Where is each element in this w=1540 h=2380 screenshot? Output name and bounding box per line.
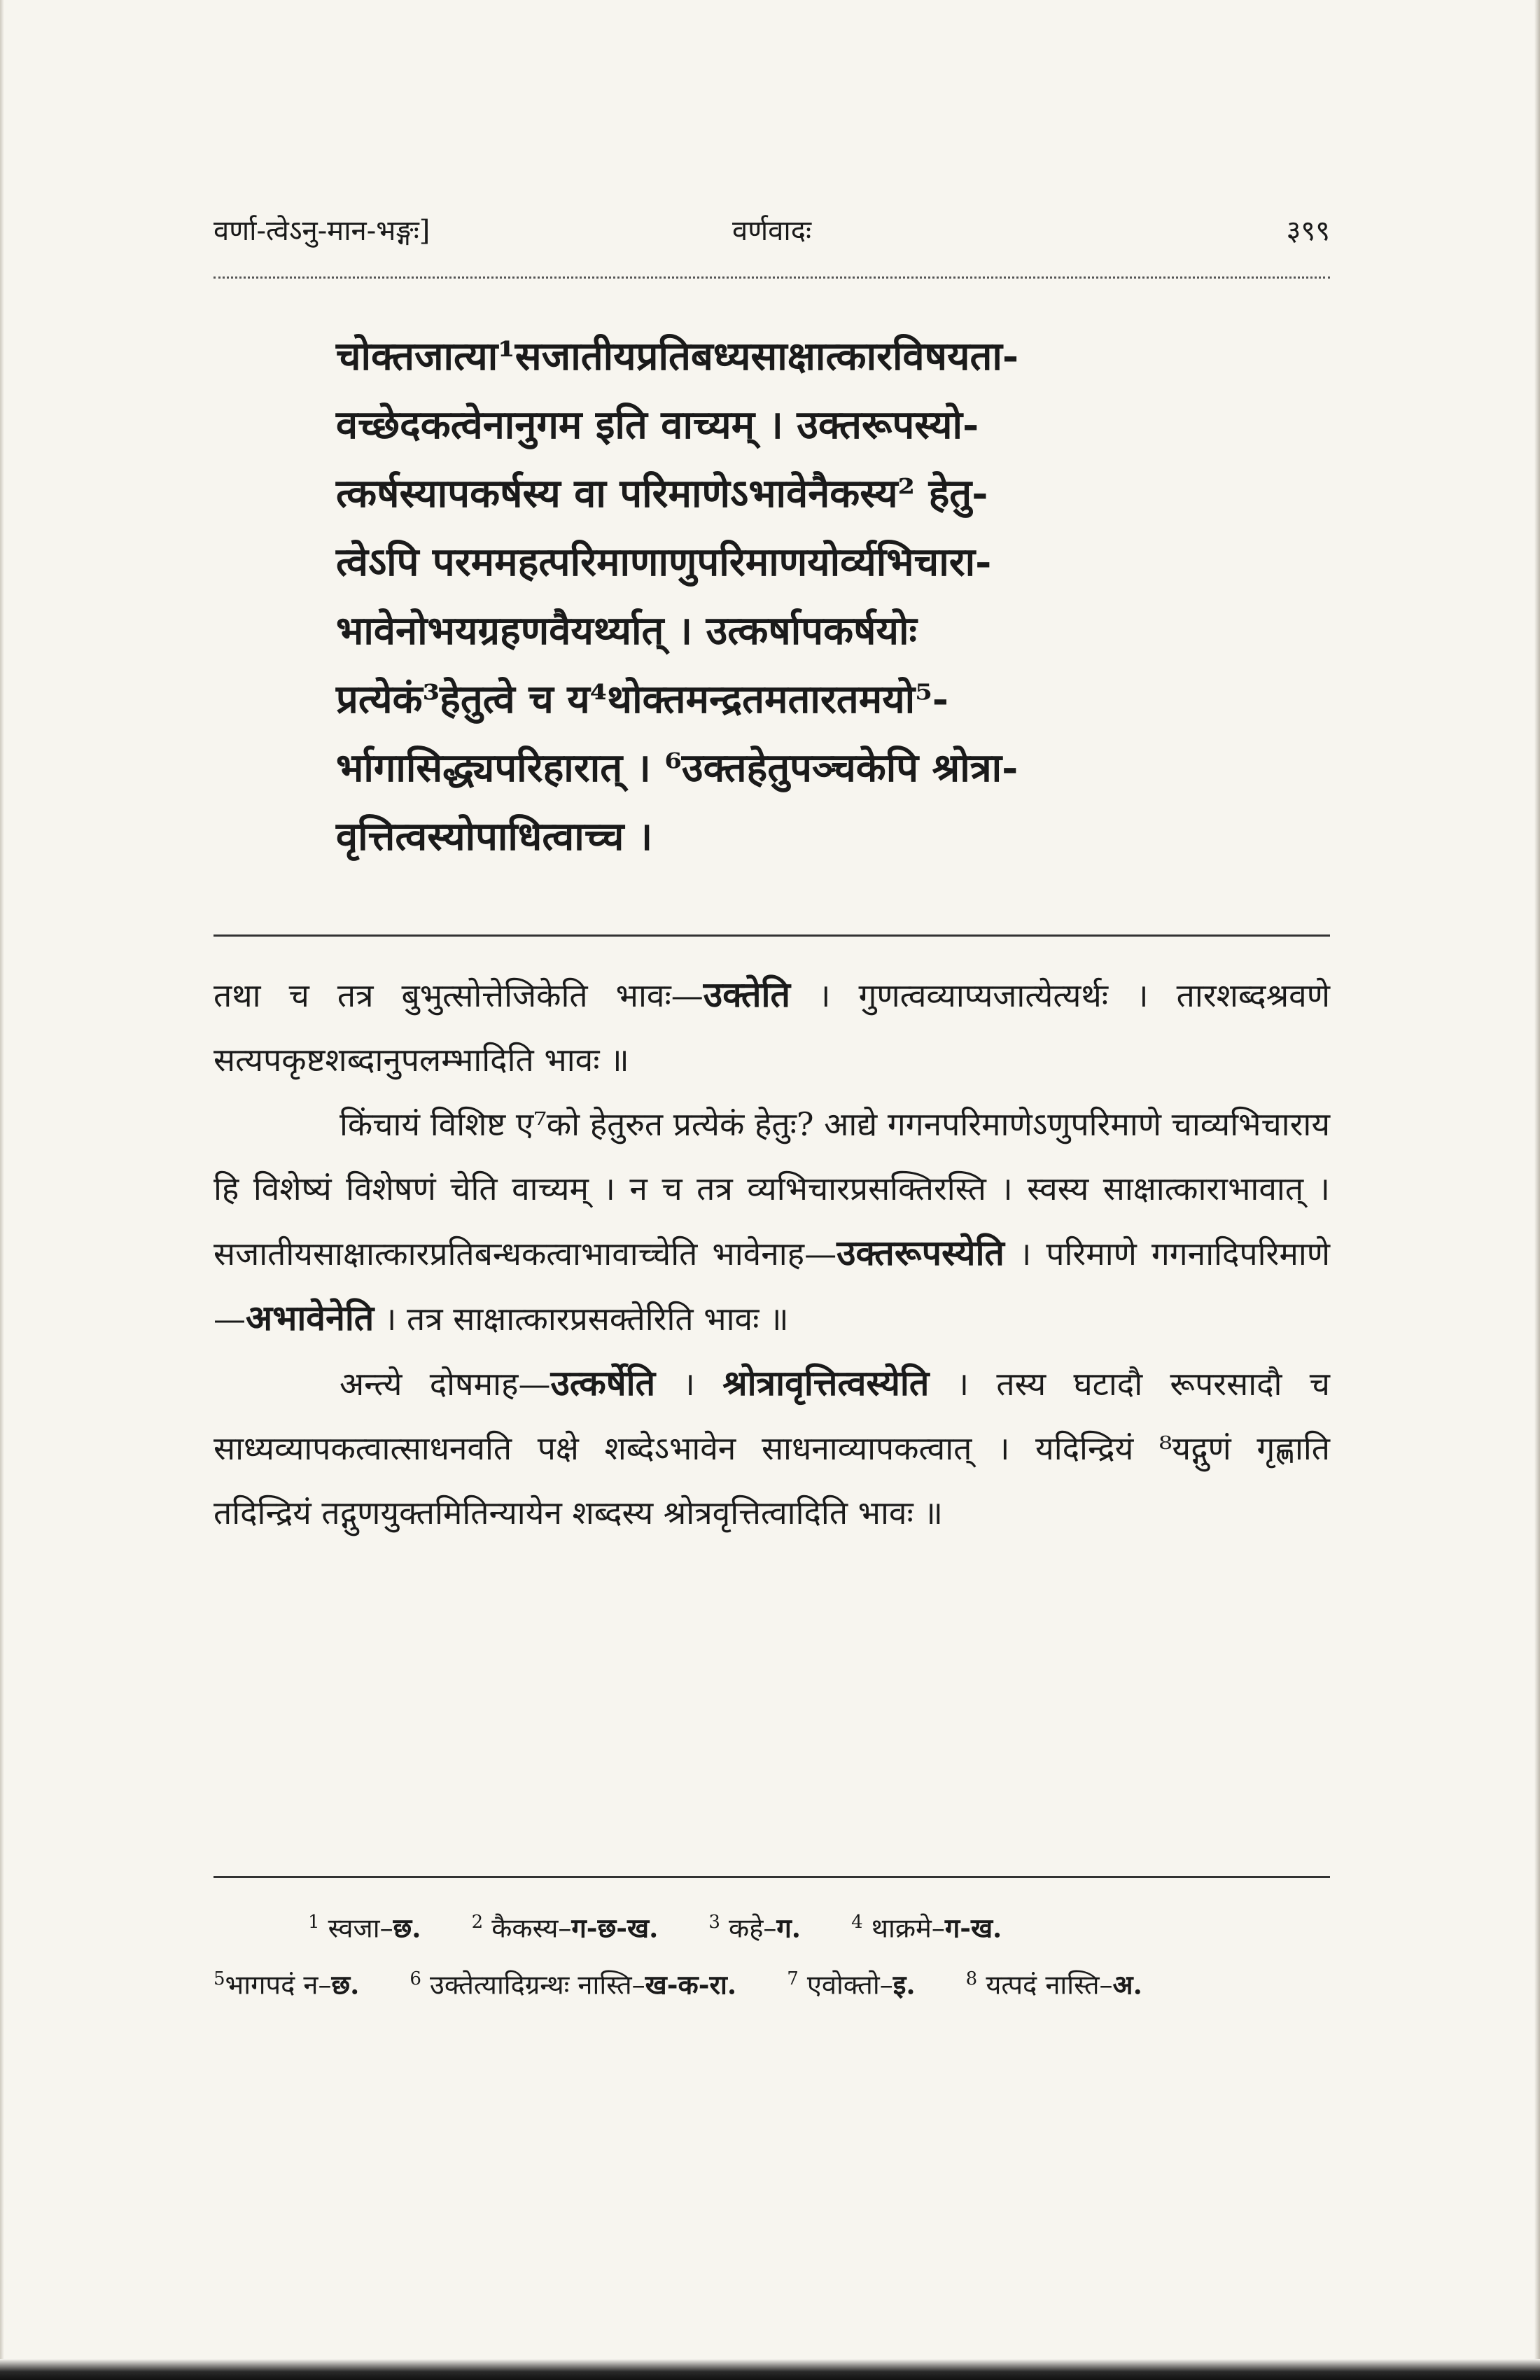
footnote: $^2$ कैकस्य–ग-छ-ख. (471, 1912, 659, 1944)
footnote-text: उक्तेत्यादिग्रन्थः नास्ति (430, 1969, 632, 2001)
footnote-text: थाक्रमे (871, 1912, 932, 1944)
main-text-line: त्कर्षस्यापकर्षस्य वा परिमाणेऽभावेनैकस्य² हेतु- (336, 470, 988, 517)
footnote-mark: 2 (471, 1912, 484, 1933)
footnote-divider (214, 1876, 1330, 1878)
commentary-keyword: उक्तेति (703, 974, 790, 1015)
footnotes-block (214, 1897, 1330, 2010)
footnote-text: कहे (729, 1912, 764, 1944)
main-text-line: भावेनोभयग्रहणवैयर्थ्यात् । उत्कर्षापकर्षयोः (336, 608, 917, 654)
footnote-mark: 3 (708, 1912, 720, 1933)
footnote: $^1$ स्वजा–छ. (308, 1912, 421, 1944)
footnote-source: ग-ख. (944, 1912, 1002, 1944)
commentary-keyword: श्रोत्रावृत्तित्वस्येति (722, 1362, 930, 1404)
page-left-edge (0, 0, 4, 2380)
footnote-mark: 4 (851, 1912, 863, 1933)
footnote-text: भागपदं न (225, 1969, 318, 2001)
footnote-text: कैकस्य (491, 1912, 559, 1944)
footnote: $^3$ कहे–ग. (708, 1912, 802, 1944)
commentary-text: किंचायं विशिष्ट ए⁷को हेतुरुत प्रत्येकं हेतुः? आद्ये गगनपरिमाणेऽणुपरिमाणे चाव्यभिचाराय हि विशेष्यं विशेषणं चेति वाच्यम् । न च तत्र व्यभिचारप्रसक्तिरस्ति । स्वस्य साक्षात्काराभावात् । सजातीयसाक्षात्कारप्रतिबन्धकत्वाभावाच्चेति भावेनाह— (214, 1105, 1330, 1273)
footnote: $^8$ यत्पदं नास्ति–अ. (965, 1968, 1142, 2001)
footnote: $^7$ एवोक्तो–इ. (787, 1968, 916, 2001)
commentary-paragraph-1 (214, 962, 1330, 1092)
footnote-row (214, 1954, 1330, 2010)
main-text-line: चोक्तजात्या¹सजातीयप्रतिबध्यसाक्षात्कारविषयता- (336, 333, 1019, 379)
main-text-line: त्वेऽपि परममहत्परिमाणाणुपरिमाणयोर्व्यभिचारा- (336, 539, 992, 585)
footnote-source: ख-क-रा. (645, 1968, 737, 2001)
footnote-text: एवोक्तो (806, 1969, 880, 2001)
commentary-text: । (655, 1365, 723, 1403)
footnote-mark: 6 (410, 1968, 421, 1989)
footnote-row (214, 1897, 1330, 1954)
main-text-line: र्भागासिद्ध्यपरिहारात् । ⁶उक्तहेतुपञ्चकेपि श्रोत्रा- (336, 745, 1018, 791)
running-header (214, 210, 1330, 252)
main-text-line: वच्छेदकत्वेनानुगम इति वाच्यम् । उक्तरूपस्यो- (336, 402, 979, 448)
footnote-text: यत्पदं नास्ति (986, 1969, 1100, 2001)
header-chapter-title: वर्णवादः (732, 215, 812, 247)
commentary-paragraph-3 (214, 1351, 1330, 1545)
header-rule (214, 276, 1330, 284)
commentary-keyword: अभावेनेति (246, 1297, 374, 1338)
commentary-block (214, 962, 1330, 1545)
footnote-source: ग-छ-ख. (571, 1912, 659, 1944)
footnote-source: छ. (331, 1968, 360, 2001)
footnote-source: छ. (393, 1912, 421, 1944)
footnote: $^5$भागपदं न–छ. (214, 1968, 360, 2001)
page-number: ३९९ (1286, 215, 1330, 247)
footnote-source: ग. (776, 1912, 802, 1944)
footnote-source: इ. (892, 1968, 916, 2001)
page-bottom-edge (0, 2359, 1540, 2380)
main-text-block (336, 322, 1246, 871)
page-right-edge (1534, 0, 1540, 2380)
footnote-mark: 5 (214, 1968, 225, 1989)
main-text-line: प्रत्येकं³हेतुत्वे च य⁴थोक्तमन्द्रतमतारतमयो⁵- (336, 676, 948, 722)
footnote: $^4$ थाक्रमे–ग-ख. (851, 1912, 1002, 1944)
header-section-title: वर्णा-त्वेऽनु-मान-भङ्गः] (214, 215, 430, 247)
commentary-text: तथा च तत्र बुभुत्सोत्तेजिकेति भावः— (214, 976, 704, 1014)
footnote: $^6$ उक्तेत्यादिग्रन्थः नास्ति–ख-क-रा. (410, 1968, 737, 2001)
commentary-keyword: उत्कर्षेति (550, 1362, 656, 1404)
commentary-paragraph-2 (214, 1092, 1330, 1351)
commentary-divider (214, 934, 1330, 937)
footnote-mark: 7 (787, 1968, 799, 1989)
commentary-text: । तत्र साक्षात्कारप्रसक्तेरिति भावः ॥ (374, 1300, 789, 1338)
commentary-text: । परिमाणे गगनादिपरिमाणे— (214, 1235, 1331, 1338)
commentary-text: अन्त्ये दोषमाह— (340, 1365, 551, 1403)
footnote-mark: 8 (965, 1968, 978, 1989)
main-text-line: वृत्तित्वस्योपाधित्वाच्च । (336, 813, 653, 860)
footnote-source: अ. (1112, 1968, 1142, 2001)
commentary-keyword: उक्तरूपस्येति (836, 1232, 1004, 1273)
commentary-text: । गुणत्वव्याप्यजात्येत्यर्थः । तारशब्दश्रवणे सत्यपकृष्टशब्दानुपलम्भादिति भावः ॥ (214, 976, 1330, 1079)
footnote-text: स्वजा (328, 1912, 380, 1944)
commentary-text: । तस्य घटादौ रूपरसादौ च साध्यव्यापकत्वात्साधनवति पक्षे शब्देऽभावेन साधनाव्यापकत्वात् । यदिन्द्रियं ⁸यद्गुणं गृह्णाति तदिन्द्रियं तद्गुणयुक्तमितिन्यायेन शब्दस्य श्रोत्रवृत्तित्वादिति भावः ॥ (214, 1365, 1330, 1532)
footnote-mark: 1 (308, 1912, 320, 1933)
